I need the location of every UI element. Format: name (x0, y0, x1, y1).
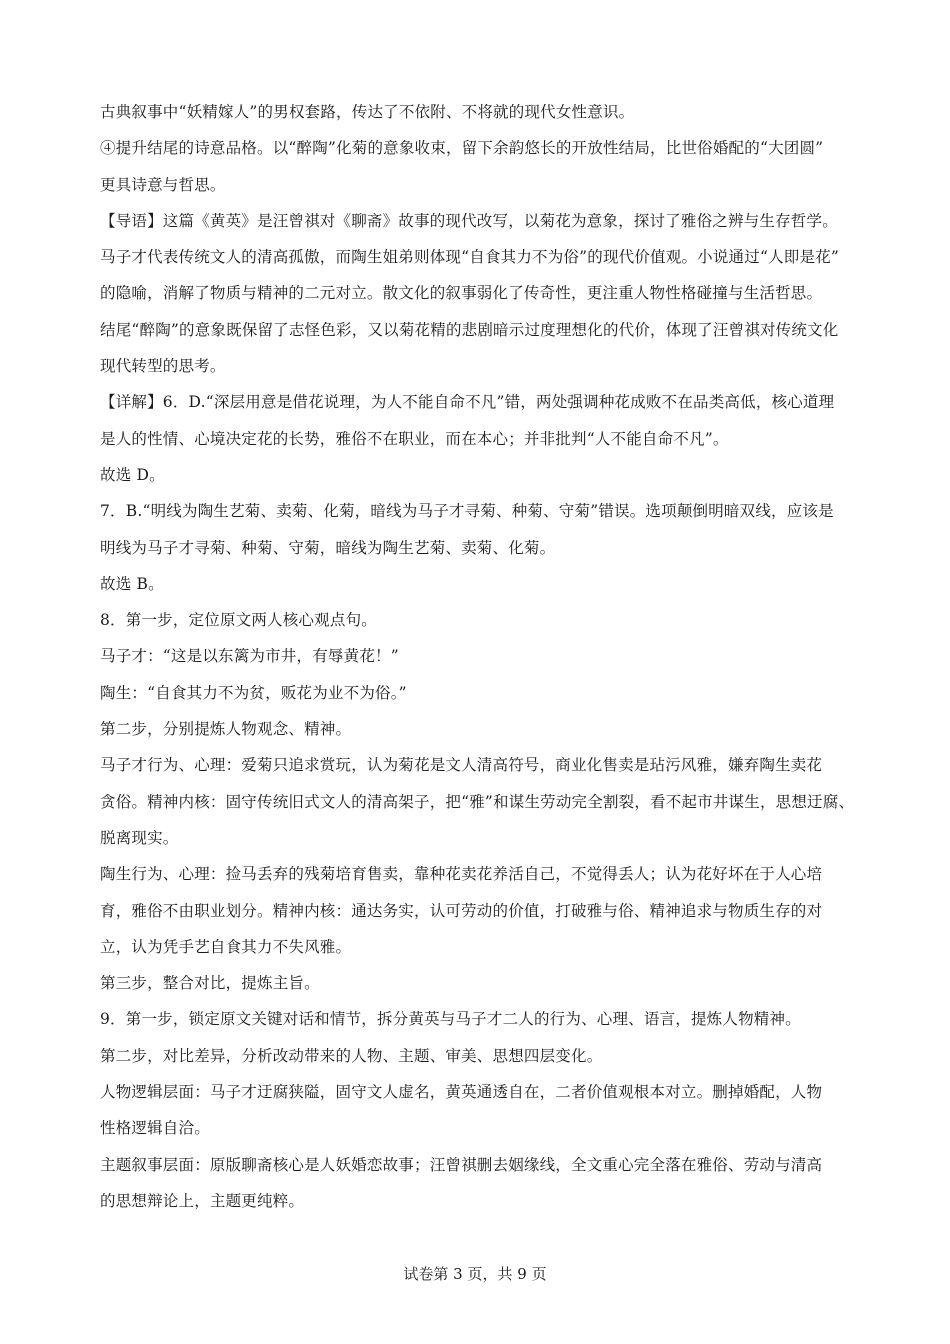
text-line: 第二步，分别提炼人物观念、精神。 (100, 720, 352, 739)
text-line: 立，认为凭手艺自食其力不失风雅。 (100, 937, 352, 956)
text-line: 人物逻辑层面：马子才迂腐狭隘，固守文人虚名，黄英通透自在，二者价值观根本对立。删掉婚配，人物 (100, 1083, 823, 1102)
text-line: 马子才：“这是以东篱为市井，有辱黄花！” (100, 647, 399, 666)
text-line: 的思想辩论上，主题更纯粹。 (100, 1191, 305, 1210)
text-line: 贪俗。精神内核：固守传统旧式文人的清高架子，把“雅”和谋生劳动完全割裂，看不起市井谋生，思想迂腐、 (100, 792, 855, 811)
text-line: 马子才行为、心理：爱菊只追求赏玩，认为菊花是文人清高符号，商业化售卖是玷污风雅，嫌弃陶生卖花 (100, 756, 823, 775)
text-line: 第二步，对比差异，分析改动带来的人物、主题、审美、思想四层变化。 (100, 1046, 603, 1065)
text-line: 育，雅俗不由职业划分。精神内核：通达务实，认可劳动的价值，打破雅与俗、精神追求与物质生存的对 (100, 901, 823, 920)
text-line: 明线为马子才寻菊、种菊、守菊，暗线为陶生艺菊、卖菊、化菊。 (100, 538, 556, 557)
text-line: 马子才代表传统文人的清高孤傲，而陶生姐弟则体现“自食其力不为俗”的现代价值观。小说通过“人即是花” (100, 248, 839, 267)
text-line: 是人的性情、心境决定花的长势，雅俗不在职业，而在本心；并非批判“人不能自命不凡”。 (100, 429, 729, 448)
text-line: 结尾“醉陶”的意象既保留了志怪色彩，又以菊花精的悲剧暗示过度理想化的代价，体现了汪曾祺对传统文化 (100, 320, 839, 339)
page-footer: 试卷第 3 页，共 9 页 (403, 1265, 547, 1283)
text-line: 8．第一步，定位原文两人核心观点句。 (100, 611, 377, 630)
text-line: 7．B.“明线为陶生艺菊、卖菊、化菊，暗线为马子才寻菊、种菊、守菊”错误。选项颠倒明暗双线，应该是 (100, 502, 834, 521)
text-line: 9．第一步，锁定原文关键对话和情节，拆分黄英与马子才二人的行为、心理、语言，提炼人物精神。 (100, 1010, 801, 1029)
text-line: 脱离现实。 (100, 828, 179, 847)
text-line: 更具诗意与哲思。 (100, 175, 226, 194)
text-line: 陶生行为、心理：捡马丢弃的残菊培育售卖，靠种花卖花养活自己，不觉得丢人；认为花好坏在于人心培 (100, 865, 823, 884)
text-line: 古典叙事中“妖精嫁人”的男权套路，传达了不依附、不将就的现代女性意识。 (100, 103, 635, 121)
text-line: ④提升结尾的诗意品格。以“醉陶”化菊的意象收束，留下余韵悠长的开放性结局，比世俗婚配的“大团圆” (100, 139, 824, 158)
text-line: 陶生：“自食其力不为贫，贩花为业不为俗。” (100, 683, 407, 702)
text-line: 性格逻辑自洽。 (100, 1119, 210, 1138)
text-line: 【详解】6．D.“深层用意是借花说理，为人不能自命不凡”错，两处强调种花成败不在品类高低，核心道理 (100, 393, 835, 412)
text-line: 第三步，整合对比，提炼主旨。 (100, 974, 320, 993)
text-line: 现代转型的思考。 (100, 357, 226, 376)
text-line: 的隐喻，消解了物质与精神的二元对立。散文化的叙事弱化了传奇性，更注重人物性格碰撞与生活哲思。 (100, 284, 823, 303)
text-line: 主题叙事层面：原版聊斋核心是人妖婚恋故事；汪曾祺删去姻缘线，全文重心完全落在雅俗、劳动与清高 (100, 1155, 823, 1174)
text-line: 故选 D。 (100, 465, 165, 484)
text-line: 故选 B。 (100, 574, 164, 593)
document-body (100, 94, 860, 1219)
text-line: 【导语】这篇《黄英》是汪曾祺对《聊斋》故事的现代改写，以菊花为意象，探讨了雅俗之辨与生存哲学。 (100, 211, 838, 230)
